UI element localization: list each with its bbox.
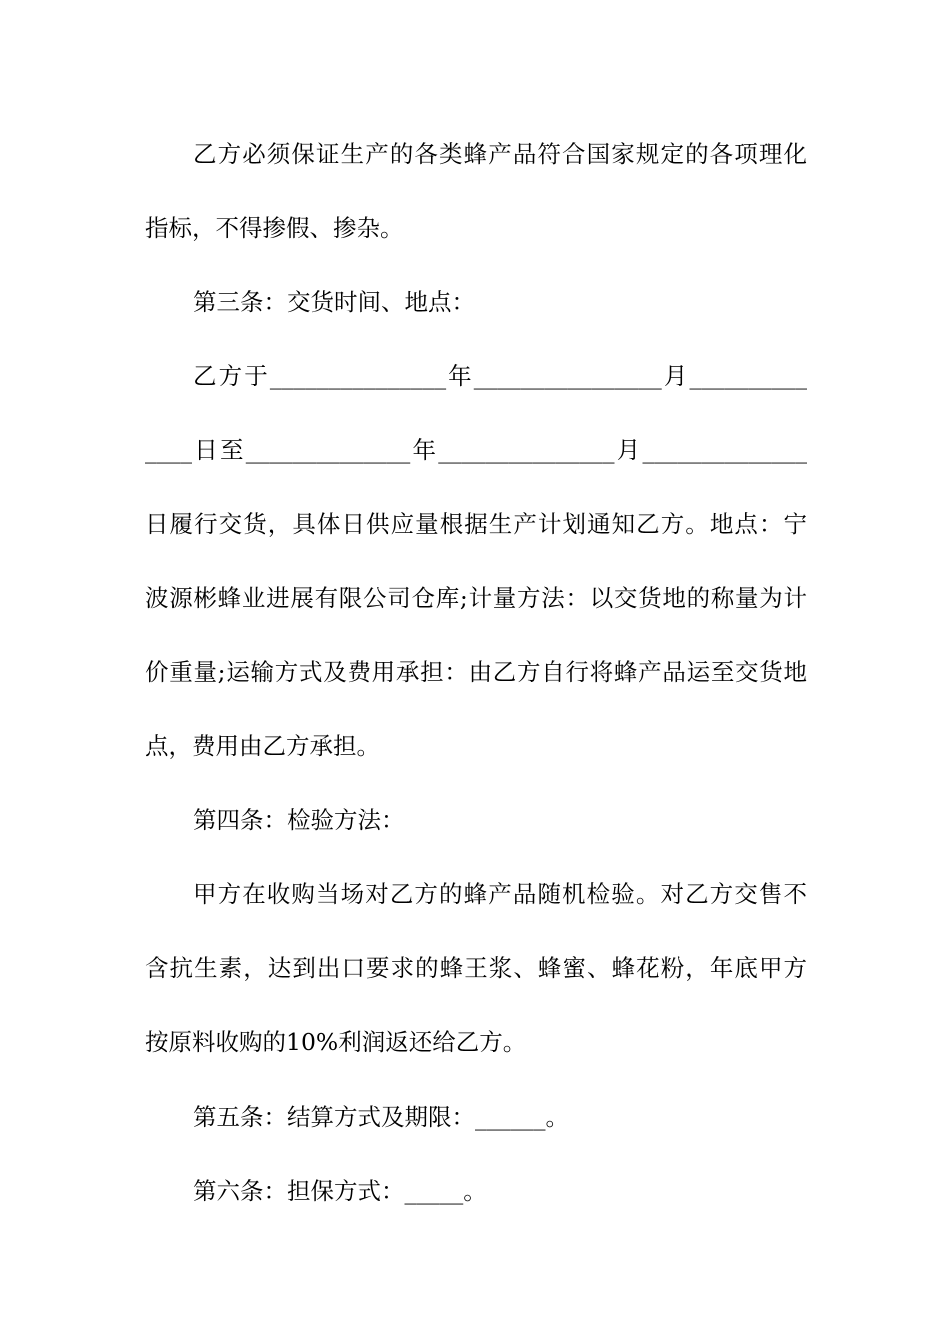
article-4-heading: 第四条：检验方法： <box>193 806 405 834</box>
article-6-heading: 第六条：担保方式：_____。 <box>193 1177 487 1205</box>
delivery-paragraph-line-1: 日履行交货，具体日供应量根据生产计划通知乙方。地点：宁 <box>145 510 807 538</box>
article-5-heading: 第五条：结算方式及期限：______。 <box>193 1103 569 1131</box>
delivery-paragraph-line-4: 点，费用由乙方承担。 <box>145 732 380 760</box>
article-3-heading: 第三条：交货时间、地点： <box>193 288 475 316</box>
inspection-paragraph-line-1: 甲方在收购当场对乙方的蜂产品随机检验。对乙方交售不 <box>193 880 807 908</box>
paragraph-quality-line-1: 乙方必须保证生产的各类蜂产品符合国家规定的各项理化 <box>193 140 807 168</box>
delivery-date-line-2: ____日至______________年_______________月______________ <box>145 436 807 464</box>
inspection-paragraph-line-3: 按原料收购的10%利润返还给乙方。 <box>145 1028 527 1056</box>
delivery-paragraph-line-2: 波源彬蜂业进展有限公司仓库;计量方法：以交货地的称量为计 <box>145 584 807 612</box>
paragraph-quality-line-2: 指标，不得掺假、掺杂。 <box>145 214 404 242</box>
delivery-date-line-1: 乙方于_______________年________________月__________ <box>193 362 807 390</box>
inspection-paragraph-line-2: 含抗生素，达到出口要求的蜂王浆、蜂蜜、蜂花粉，年底甲方 <box>145 954 807 982</box>
delivery-paragraph-line-3: 价重量;运输方式及费用承担：由乙方自行将蜂产品运至交货地 <box>145 658 807 686</box>
